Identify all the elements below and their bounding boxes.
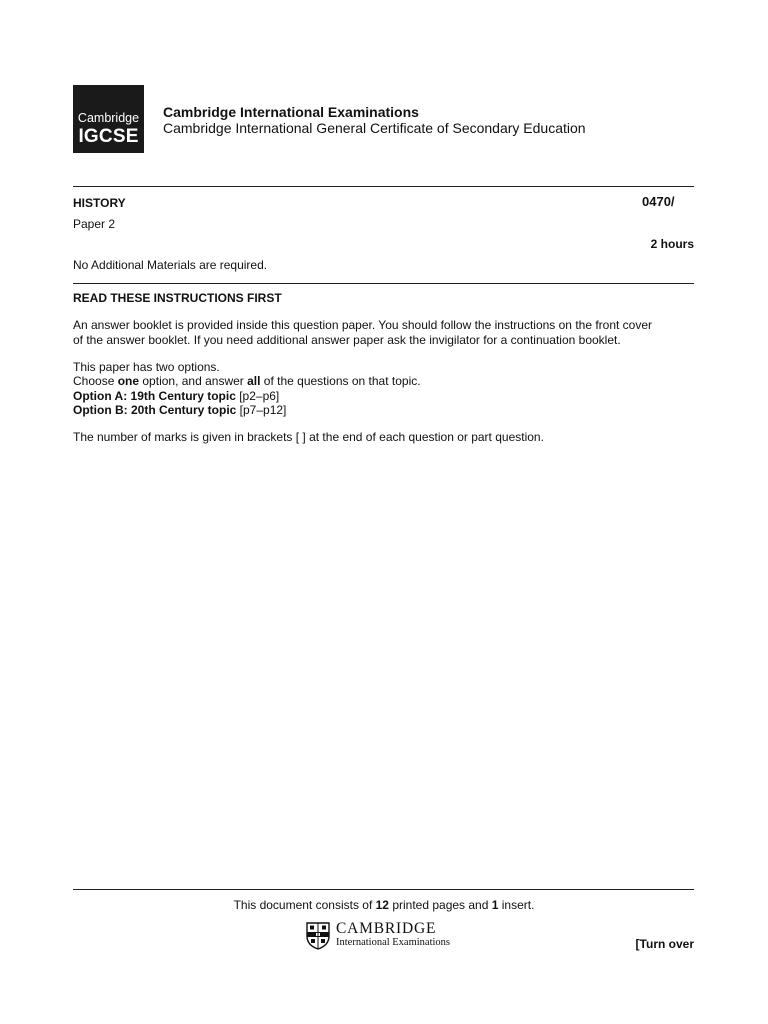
choose-pre: Choose [73, 374, 118, 388]
marks-note: The number of marks is given in brackets [ ] at the end of each question or part question. [73, 430, 544, 444]
syllabus-code: 0470/ [642, 194, 675, 209]
choose-all: all [247, 374, 261, 388]
options-intro: This paper has two options. [73, 360, 220, 374]
choose-option-line [73, 374, 421, 388]
cambridge-crest-icon [306, 922, 330, 950]
instructions-heading: READ THESE INSTRUCTIONS FIRST [73, 291, 282, 305]
page-count-note [0, 898, 768, 912]
igcse-logo [73, 85, 144, 153]
option-a-line [73, 389, 279, 403]
consists-post: insert. [498, 898, 535, 912]
duration: 2 hours [650, 237, 694, 251]
consists-pre: This document consists of [233, 898, 376, 912]
option-b-label: Option B: 20th Century topic [73, 403, 237, 417]
option-a-label: Option A: 19th Century topic [73, 389, 236, 403]
choose-post: of the questions on that topic. [260, 374, 421, 388]
insert-count: 1 [491, 898, 499, 912]
option-b-pages: [p7–p12] [236, 403, 287, 417]
subject-title: HISTORY [73, 196, 126, 210]
instructions-para1-line2: of the answer booklet. If you need additional answer paper ask the invigilator for a continuation booklet. [73, 333, 621, 347]
organisation-name: Cambridge International Examinations [163, 104, 419, 120]
divider-middle [73, 283, 694, 284]
logo-igcse-text: IGCSE [78, 126, 139, 147]
consists-mid: printed pages and [388, 898, 492, 912]
divider-bottom [73, 889, 694, 890]
choose-one: one [117, 374, 140, 388]
option-a-pages: [p2–p6] [235, 389, 280, 403]
turn-over-label: [Turn over [635, 937, 694, 951]
materials-note: No Additional Materials are required. [73, 258, 268, 272]
instructions-para1-line1: An answer booklet is provided inside this question paper. You should follow the instructions on the front cover [73, 318, 653, 332]
cambridge-wordmark: CAMBRIDGE [336, 920, 437, 937]
choose-mid: option, and answer [139, 374, 248, 388]
pages-count: 12 [375, 898, 389, 912]
logo-cambridge-text: Cambridge [77, 111, 140, 125]
organisation-subtitle: Cambridge International General Certificate of Secondary Education [163, 120, 586, 136]
cambridge-wordmark-subtitle: International Examinations [336, 937, 451, 948]
divider-top [73, 186, 694, 187]
paper-number: Paper 2 [73, 217, 116, 231]
option-b-line [73, 403, 286, 417]
